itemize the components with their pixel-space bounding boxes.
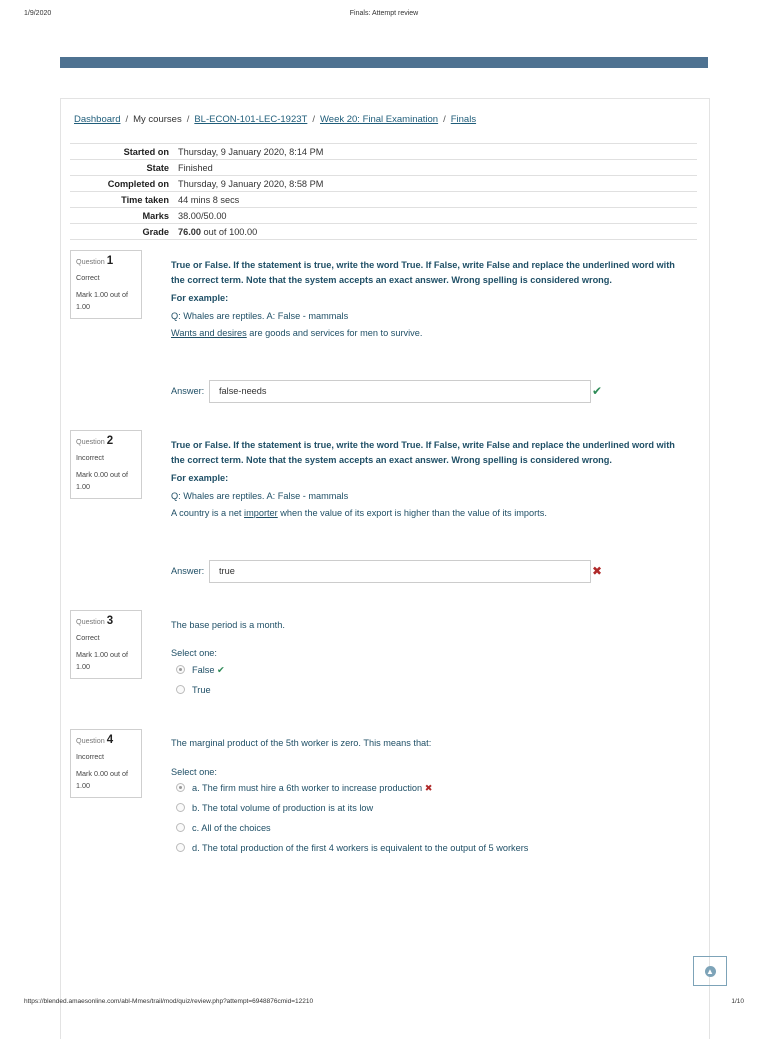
- summary-value: [178, 224, 697, 240]
- breadcrumb: [74, 114, 476, 125]
- statement-pre: A country is a net: [171, 507, 245, 518]
- summary-label: Grade: [70, 224, 178, 240]
- question-instruction: True or False. If the statement is true, write the word True. If False, write False and replace the underlined word with the correct term. Note that the system accepts an exact answer. Wrong spelling is considered wrong.: [171, 260, 675, 285]
- summary-label: Marks: [70, 208, 178, 224]
- radio-button[interactable]: [176, 685, 185, 694]
- answer-label: Answer:: [171, 386, 205, 396]
- select-one-label: Select one:: [171, 648, 217, 658]
- option-label: a. The firm must hire a 6th worker to increase production: [192, 783, 423, 793]
- answer-label: Answer:: [171, 566, 205, 576]
- breadcrumb-my-courses: My courses: [133, 114, 182, 125]
- summary-row: [70, 144, 697, 160]
- summary-value: 38.00/50.00: [178, 208, 697, 224]
- option-label: True: [192, 685, 211, 695]
- underlined-term: Wants and desires: [171, 327, 247, 338]
- question-text-1: [171, 258, 691, 338]
- mark-prefix: Mark: [76, 470, 92, 479]
- breadcrumb-dashboard-link[interactable]: Dashboard: [74, 114, 121, 125]
- mark-prefix: Mark: [76, 650, 92, 659]
- grade-out-of: out of 100.00: [201, 226, 258, 237]
- breadcrumb-course-link[interactable]: BL-ECON-101-LEC-1923T: [194, 114, 308, 125]
- question-statement: [171, 508, 691, 518]
- question-mark: 0.00 out of 1.00: [76, 769, 128, 790]
- print-date: 1/9/2020: [24, 10, 52, 17]
- for-example-label: For example:: [171, 473, 229, 483]
- print-header: [24, 10, 744, 22]
- scroll-to-top-button[interactable]: [693, 956, 727, 986]
- radio-button-checked[interactable]: [176, 783, 185, 792]
- breadcrumb-separator: /: [312, 114, 315, 125]
- radio-button-checked[interactable]: [176, 665, 185, 674]
- attempt-summary-table: [70, 143, 697, 240]
- summary-label: Started on: [70, 144, 178, 160]
- check-icon: ✔: [592, 384, 603, 398]
- summary-value: Finished: [178, 160, 697, 176]
- question-mark: 1.00 out of 1.00: [76, 290, 128, 311]
- question-number: 2: [106, 435, 114, 447]
- summary-label: Time taken: [70, 192, 178, 208]
- breadcrumb-separator: /: [125, 114, 129, 125]
- answer-input-2[interactable]: true: [209, 560, 591, 583]
- example-text: Q: Whales are reptiles. A: False - mammals: [171, 310, 349, 321]
- option-d[interactable]: [176, 843, 528, 853]
- question-info-1: [70, 250, 142, 319]
- summary-row: [70, 224, 697, 240]
- breadcrumb-finals-link[interactable]: Finals: [450, 114, 477, 125]
- question-number: 3: [106, 615, 114, 627]
- question-state: Incorrect: [76, 453, 104, 462]
- summary-label: Completed on: [70, 176, 178, 192]
- option-label: False: [192, 665, 215, 675]
- question-state: Correct: [76, 273, 100, 282]
- answer-input-1[interactable]: false-needs: [209, 380, 591, 403]
- summary-label: State: [70, 160, 178, 176]
- check-icon: ✔: [217, 665, 225, 675]
- question-text-3: The base period is a month.: [171, 620, 285, 630]
- question-text-2: [171, 438, 691, 518]
- mark-prefix: Mark: [76, 290, 92, 299]
- question-number: 1: [106, 255, 114, 267]
- question-text-4: The marginal product of the 5th worker is zero. This means that:: [171, 738, 432, 748]
- question-state: Incorrect: [76, 752, 104, 761]
- summary-row: [70, 160, 697, 176]
- option-c[interactable]: [176, 823, 271, 833]
- option-label: c. All of the choices: [192, 823, 271, 833]
- question-mark: 1.00 out of 1.00: [76, 650, 128, 671]
- question-word: Question: [76, 257, 105, 266]
- statement-rest: are goods and services for men to survive.: [246, 327, 423, 338]
- option-label: d. The total production of the first 4 workers is equivalent to the output of 5 workers: [192, 843, 529, 853]
- breadcrumb-separator: /: [443, 114, 446, 125]
- breadcrumb-week-link[interactable]: Week 20: Final Examination: [319, 114, 439, 125]
- print-title: Finals: Attempt review: [349, 10, 419, 17]
- question-instruction: True or False. If the statement is true, write the word True. If False, write False and replace the underlined word with the correct term. Note that the system accepts an exact answer. Wrong spelling is considered wrong.: [171, 440, 675, 465]
- grade-value: 76.00: [178, 226, 201, 237]
- radio-button[interactable]: [176, 843, 185, 852]
- summary-value: 44 mins 8 secs: [178, 192, 697, 208]
- arrow-up-icon: ▲: [706, 966, 714, 976]
- radio-button[interactable]: [176, 823, 185, 832]
- option-a[interactable]: [176, 783, 432, 794]
- summary-value: Thursday, 9 January 2020, 8:14 PM: [178, 144, 697, 160]
- question-info-2: [70, 430, 142, 499]
- print-page-number: 1/10: [731, 998, 744, 1005]
- summary-row: [70, 192, 697, 208]
- question-word: Question: [76, 617, 105, 626]
- mark-prefix: Mark: [76, 769, 92, 778]
- question-info-3: [70, 610, 142, 679]
- print-url: https://blended.amaesonline.com/abl-Mmes/trail/mod/quiz/review.php?attempt=6948876cmid=12210: [24, 998, 314, 1005]
- question-state: Correct: [76, 633, 100, 642]
- question-word: Question: [76, 736, 105, 745]
- radio-button[interactable]: [176, 803, 185, 812]
- option-false[interactable]: [176, 665, 225, 676]
- option-true[interactable]: [176, 685, 211, 695]
- summary-row: [70, 208, 697, 224]
- underlined-term: importer: [244, 507, 278, 518]
- summary-row: [70, 176, 697, 192]
- for-example-label: For example:: [171, 293, 229, 303]
- option-b[interactable]: [176, 803, 373, 813]
- option-label: b. The total volume of production is at its low: [192, 803, 374, 813]
- statement-rest: when the value of its export is higher than the value of its imports.: [277, 507, 547, 518]
- question-number: 4: [106, 734, 114, 746]
- select-one-label: Select one:: [171, 767, 217, 777]
- question-mark: 0.00 out of 1.00: [76, 470, 128, 491]
- example-text: Q: Whales are reptiles. A: False - mammals: [171, 490, 349, 501]
- cross-icon: ✖: [424, 783, 433, 793]
- site-header-bar: [60, 57, 708, 68]
- print-footer: [24, 998, 744, 1010]
- summary-value: Thursday, 9 January 2020, 8:58 PM: [178, 176, 697, 192]
- question-statement: [171, 328, 691, 338]
- breadcrumb-separator: /: [186, 114, 190, 125]
- question-info-4: [70, 729, 142, 798]
- question-word: Question: [76, 437, 105, 446]
- cross-icon: ✖: [592, 564, 603, 578]
